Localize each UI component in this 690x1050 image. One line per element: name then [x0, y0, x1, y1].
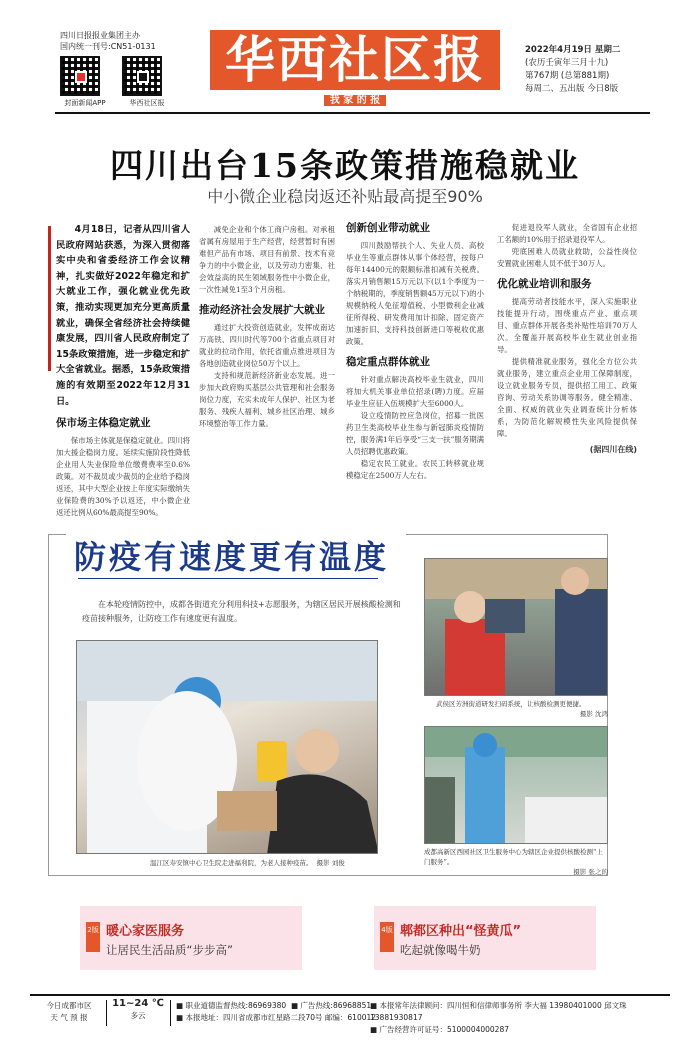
body-paragraph: 支持和规范新经济新业态发展。进一步加大政府购买基层公共管理和社会服务岗位力度，充实未成年人保护、社区为老服务、残疾人福利、城乡社区治理、城乡环境整治等工作力量。 [199, 371, 335, 428]
page-badge: 4版 [380, 922, 394, 952]
schedule-line: 每周二、五出版 今日8版 [525, 84, 619, 94]
hotline: ■ 职业道德监督热线:86969380 [176, 1001, 287, 1010]
article-source: (据四川在线) [589, 445, 637, 454]
section-heading: 创新创业带动就业 [346, 222, 430, 234]
qr-code-icon[interactable] [60, 56, 100, 96]
page-badge: 2版 [86, 922, 100, 952]
section-heading: 优化就业培训和服务 [497, 278, 592, 290]
scan-code-photo[interactable] [424, 558, 608, 696]
body-paragraph: 针对重点解决高校毕业生就业，四川将加大机关事业单位招录(聘)力度。应届毕业生应征入伍规模扩大至6000人。 [346, 375, 484, 408]
section-heading: 稳定重点群体就业 [346, 356, 430, 368]
footer-divider [170, 1000, 171, 1026]
publisher-line: 四川日报报业集团主办 [60, 31, 140, 40]
body-paragraph: 促进退役军人就业，全省国有企业招工名额的10%用于招录退役军人。 [497, 223, 637, 244]
sky-condition: 多云 [130, 1011, 146, 1020]
vaccination-photo[interactable] [76, 640, 378, 854]
article-column-3 [346, 222, 484, 524]
body-paragraph: 保市场主体就是保稳定就业。四川将加大援企稳岗力度。延续实施阶段性降低企业用人失业保险单位缴费费率至0.6%政策。对不裁员或少裁员的企业给予稳岗返还，其中大型企业按上年度实际缴纳失业保险费的30%予以返还，中小微企业返还比例从60%最高提至90%。 [56, 436, 190, 518]
photo-caption: 成都高新区西园社区卫生服务中心为辖区企业提供核酸检测“上门服务”。 摄影 张之的 [424, 848, 608, 876]
body-paragraph: 四川鼓励帮扶个人、失业人员、高校毕业生等重点群体从事个体经营，按每户每年14400元的限额标准扣减有关税费。落实月销售额15万元以下(以1个季度为一个纳税期的，季度销售额45万元以下)的小规模纳税人免征增值税、小型微利企业减征所得税、研发费用加计扣除、固定资产加速折旧、支持科技创新进口等税收优惠政策。 [346, 241, 484, 346]
legal-block [370, 1000, 670, 1036]
body-paragraph: 设立疫情防控应急岗位，招募一批医药卫生类高校毕业生参与新冠肺炎疫情防控，服务满1年后享受“三支一扶”服务期满人员招聘优惠政策。 [346, 411, 484, 456]
date-line: 2022年4月19日 星期二 [525, 45, 621, 55]
section-heading: 推动经济社会发展扩大就业 [199, 304, 325, 316]
issn-line: 国内统一刊号:CN51-0131 [60, 42, 156, 51]
photo-caption: 武侯区芳洲街道研发扫码系统，让核酸检测更便捷。 摄影 沈鸿 [436, 700, 608, 718]
section-heading: 保市场主体稳定就业 [56, 417, 151, 430]
lead-accent-bar [48, 226, 51, 371]
publisher-info [60, 30, 200, 109]
subheadline: 中小微企业稳岗返还补贴最高提至90% [207, 187, 483, 206]
article-column-2 [199, 224, 335, 524]
headline[interactable]: 四川出台15条政策措施稳就业 [110, 146, 580, 185]
weather-label: 今日成都市区 天 气 预 报 [46, 1001, 92, 1022]
footer-divider [106, 1000, 107, 1026]
issue-info [525, 44, 665, 96]
vaccination-illustration [77, 641, 378, 854]
teaser-page4[interactable] [374, 906, 596, 970]
issue-number: 第767期 (总第881期) [525, 71, 610, 81]
feature-title-rule [78, 578, 378, 579]
article-column-1 [56, 222, 190, 527]
newspaper-logo: 华西社区报 [210, 30, 500, 90]
feature-title[interactable]: 防疫有速度更有温度 [74, 538, 390, 576]
slogan: 我 家 的 报 [210, 91, 500, 109]
onsite-testing-illustration [425, 727, 608, 844]
lunar-date: (农历壬寅年三月十九) [525, 58, 609, 68]
onsite-testing-photo[interactable] [424, 726, 608, 844]
scan-code-illustration [425, 559, 608, 696]
teaser-title: 暖心家医服务 [106, 924, 185, 939]
body-paragraph: 兜底困难人员就业救助，公益性岗位安置就业困难人员不低于30万人。 [497, 247, 637, 268]
body-paragraph: 通过扩大投资创造就业，发挥成南达万高铁、四川时代等700个省重点项目对就业的拉动作用，依托省重点推进项目为各地创造就业岗位50万个以上。 [199, 323, 335, 368]
feature-intro: 在本轮疫情防控中，成都各街道充分利用科技+志愿服务，为辖区居民开展核酸检测和疫苗接种服务，让防疫工作有速度更有温度。 [82, 600, 401, 623]
ad-hotline: ■ 广告热线:86968851 [290, 1001, 372, 1010]
weather-forecast [110, 998, 166, 1022]
address: ■ 本报地址：四川省成都市红星路二段70号 邮编：610012 [176, 1013, 377, 1022]
qr-caption: 华西社区报 [129, 99, 165, 107]
footer [30, 994, 670, 1034]
legal-counsel: ■ 本报常年法律顾问：四川恒和信律师事务所 李大福 13980401000 邱文珠 13881930817 [370, 1001, 627, 1022]
teaser-page2[interactable] [80, 906, 302, 970]
article-column-4 [497, 222, 637, 524]
body-paragraph: 减免企业和个体工商户房租。对承租省属有房屋用于生产经营，经营暂时有困难但产品有市场、项目有前景、技术有竞争力的中小微企业，以及劳动力密集、社会效益高的民生领域服务性中小微企业，一次性减免1至3个月房租。 [199, 225, 335, 294]
temperature: 11~24 ℃ [112, 998, 164, 1009]
qr-code-icon[interactable] [122, 56, 162, 96]
photo-caption: 温江区寿安镇中心卫生院走进福利院，为老人接种疫苗。 摄影 刘俊 [150, 859, 345, 867]
qr-caption: 封面新闻APP [64, 99, 106, 107]
lead-paragraph: 4月18日，记者从四川省人民政府网站获悉，为深入贯彻落实中央和省委经济工作会议精神，扎实做好2022年稳定和扩大就业工作，强化就业优先政策，推动实现更加充分更高质量就业，确保全省经济社会持续健康发展，四川省人民政府制定了15条政策措施，进一步稳定和扩大全省就业。据悉，15条政策措施的有效期至2022年12月31日。 [56, 224, 190, 407]
teaser-title: 郫都区种出“怪黄瓜” [400, 924, 522, 939]
license-number: ■ 广告经营许可证号：5100004000287 [370, 1025, 510, 1034]
teaser-subtitle: 吃起就像喝牛奶 [400, 943, 481, 957]
body-paragraph: 提高劳动者技能水平，深入实施职业技能提升行动，围绕重点产业、重点项目、重点群体开展各类补贴性培训70万人次。全覆盖开展高校毕业生就业创业指导。 [497, 297, 637, 354]
teaser-subtitle: 让居民生活品质“步步高” [106, 943, 233, 957]
masthead-rule [55, 112, 650, 114]
body-paragraph: 提供精准就业服务，强化全方位公共就业服务，建立重点企业用工保障制度，设立就业服务专员，提供招工用工、政策咨询、劳动关系协调等服务。健全精准、全面、权威的就业失业调查统计分析体系，为防范化解规模性失业风险提供保障。 [497, 357, 637, 438]
body-paragraph: 稳定农民工就业。农民工转移就业规模稳定在2500万人左右。 [346, 459, 484, 480]
